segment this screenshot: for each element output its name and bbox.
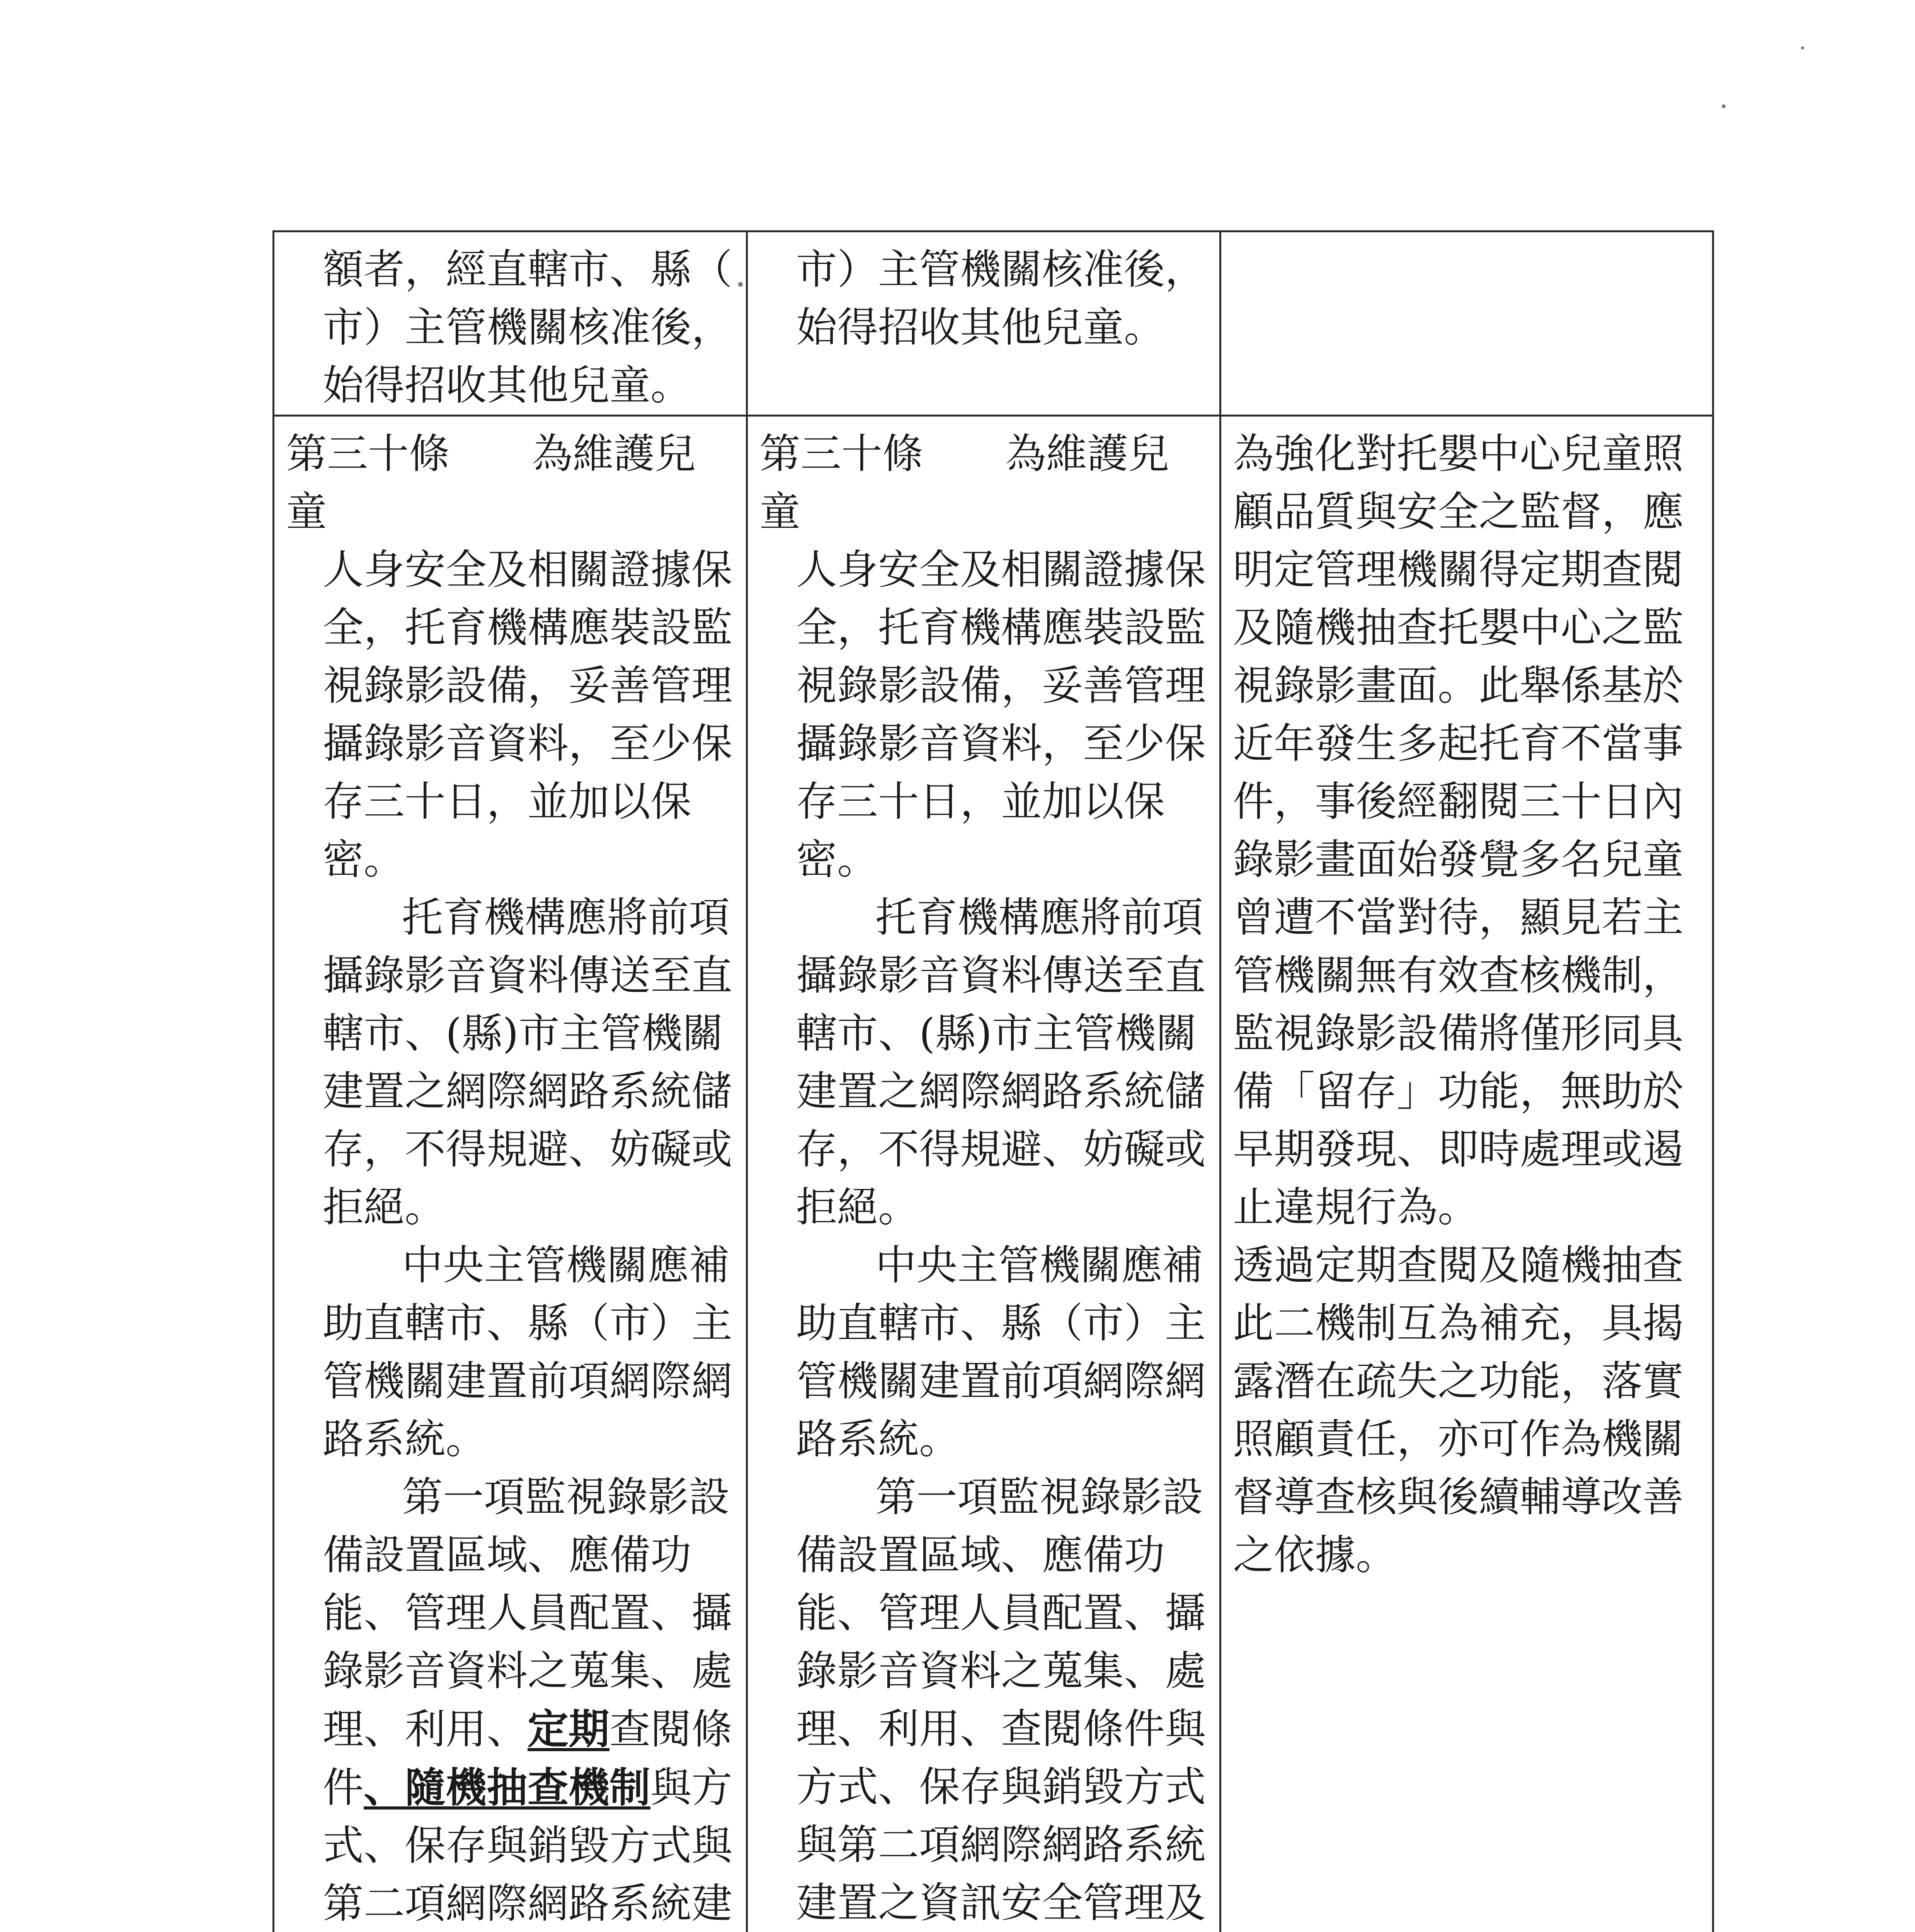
comparison-table	[272, 230, 1714, 1932]
amendment-underline: 、隨機抽查機制	[364, 1763, 650, 1811]
scan-speck	[1722, 104, 1726, 108]
paragraph: 托育機構應將前項攝錄影音資料傳送至直轄市、(縣)市主管機關建置之網際網路系統儲存，不得規避、妨礙或拒絕。	[323, 894, 732, 1231]
paragraph: 第一項監視錄影設備設置區域、應備功能、管理人員配置、攝錄影音資料之蒐集、處理、利用、查閱條件與方式、保存與銷毀方式與第二項網際網路系統建置之資訊安全管理及	[796, 1473, 1206, 1927]
current-text-cell	[747, 416, 1220, 1932]
paragraph: 中央主管機關應補助直轄市、縣（市）主管機關建置前項網際網路系統。	[323, 1242, 732, 1463]
scan-speck	[738, 282, 743, 287]
text-line: 始得招收其他兒童。	[796, 304, 1165, 351]
paragraph: 人身安全及相關證據保全，托育機構應裝設監視錄影設備，妥善管理攝錄影音資料，至少保存三十日，並加以保密。	[796, 546, 1206, 883]
table-row	[274, 231, 1713, 416]
scan-speck	[1801, 46, 1804, 49]
explanation-paragraph: 為強化對托嬰中心兒童照顧品質與安全之監督，應明定管理機關得定期查閱及隨機抽查托嬰中心之監視錄影畫面。此舉係基於近年發生多起托育不當事件，事後經翻閱三十日內錄影畫面始發覺多名兒童曾遭不當對待，顯見若主管機關無有效查核機制，監視錄影設備將僅形同具備「留存」功能，無助於早期發現、即時處理或遏止違規行為。	[1233, 430, 1683, 1231]
article-heading: 第三十條 為維護兒童	[759, 430, 1169, 536]
text-line: 市）主管機關核准後，	[796, 246, 1206, 293]
paragraph: 人身安全及相關證據保全，托育機構應裝設監視錄影設備，妥善管理攝錄影音資料，至少保存三十日，並加以保密。	[323, 546, 732, 883]
table-row	[274, 416, 1713, 1932]
text-line: 始得招收其他兒童。	[323, 362, 691, 409]
current-text-cell	[747, 231, 1220, 416]
text-line: 市）主管機關核准後，	[323, 304, 732, 351]
amended-text-cell	[274, 416, 747, 1932]
paragraph: 托育機構應將前項攝錄影音資料傳送至直轄市、(縣)市主管機關建置之網際網路系統儲存，不得規避、妨礙或拒絕。	[796, 894, 1206, 1231]
paragraph: 第一項監視錄影設備設置區域、應備功能、管理人員配置、攝錄影音資料之蒐集、處理、利用、定期查閱條件、隨機抽查機制與方式、保存與銷毀方式與第二項網際網路系統建	[323, 1473, 732, 1927]
amendment-underline: 定期	[528, 1705, 609, 1753]
amended-text-cell	[274, 231, 747, 416]
explanation-cell	[1220, 231, 1713, 416]
explanation-cell	[1220, 416, 1713, 1932]
text-line: 額者，經直轄市、縣（	[323, 246, 732, 293]
article-heading: 第三十條 為維護兒童	[286, 430, 696, 536]
paragraph: 中央主管機關應補助直轄市、縣（市）主管機關建置前項網際網路系統。	[796, 1242, 1206, 1463]
explanation-paragraph: 透過定期查閱及隨機抽查此二機制互為補充，具揭露潛在疏失之功能，落實照顧責任，亦可作為機關督導查核與後續輔導改善之依據。	[1233, 1242, 1683, 1579]
